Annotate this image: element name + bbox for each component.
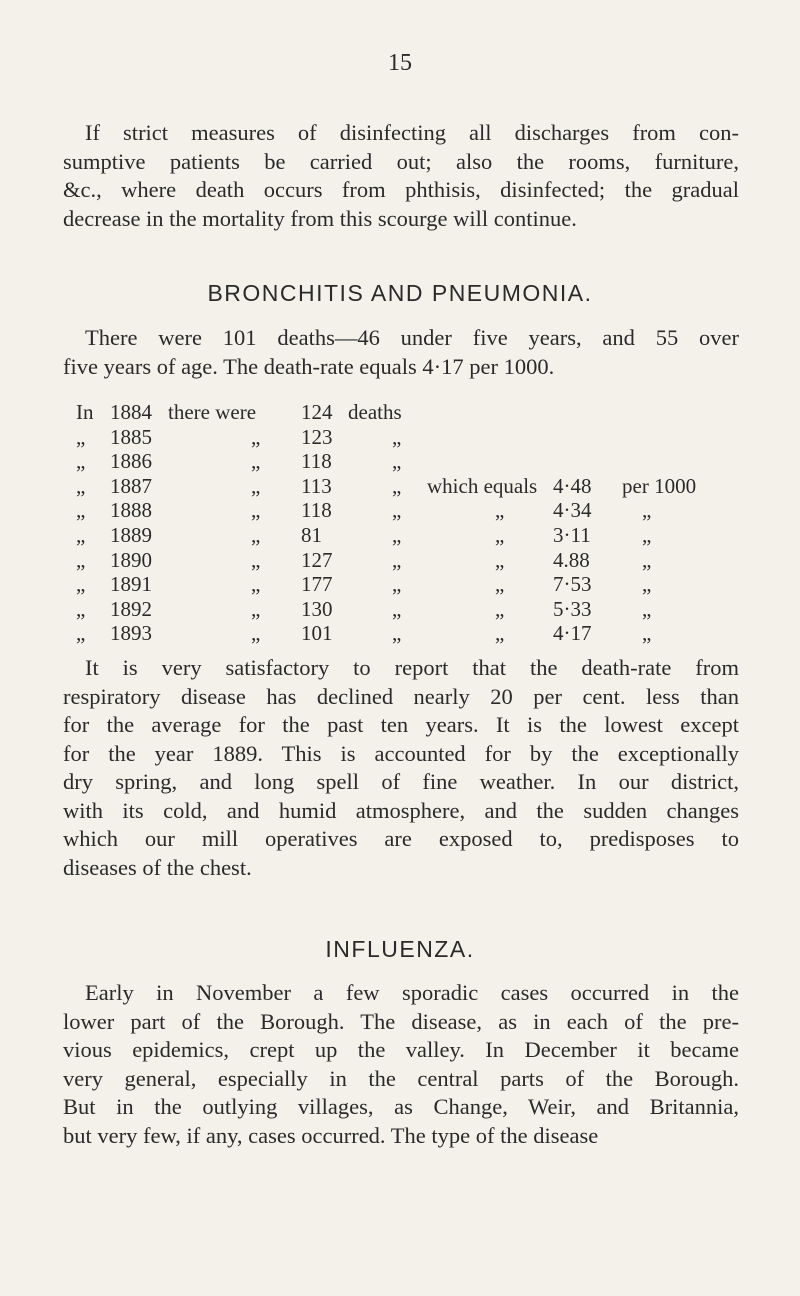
conclusion-line: for the average for the past ten years. It is the lowest except <box>63 712 739 737</box>
row-deaths: 130 <box>301 596 333 621</box>
row-deaths-label: deaths <box>348 400 402 424</box>
row-rate: 4·34 <box>553 498 592 523</box>
row-deaths: 81 <box>301 523 322 547</box>
conclusion-line: with its cold, and humid atmosphere, and the sudden changes <box>63 797 739 823</box>
conclusion-line: diseases of the chest. <box>63 854 252 880</box>
ditto-mark: „ <box>392 424 402 449</box>
influenza-paragraph <box>63 979 739 1150</box>
ditto-mark: „ <box>76 424 86 449</box>
table-row <box>76 621 736 645</box>
ditto-mark: „ <box>392 547 402 572</box>
row-deaths: 127 <box>301 547 333 572</box>
table-row <box>76 474 736 498</box>
ditto-mark: „ <box>76 596 86 621</box>
table-row <box>76 498 736 522</box>
ditto-mark: „ <box>392 449 402 474</box>
conclusion-line: which our mill operatives are exposed to, predisposes to <box>63 826 739 851</box>
row-per: „ <box>642 547 652 572</box>
row-year: 1889 <box>110 523 152 547</box>
row-which: „ <box>495 498 505 523</box>
table-row <box>76 523 736 547</box>
influenza-line: lower part of the Borough. The disease, as in each of the pre- <box>63 1008 739 1034</box>
intro-line: decrease in the mortality from this scourge will continue. <box>63 205 577 231</box>
row-per: „ <box>642 596 652 621</box>
ditto-mark: „ <box>76 449 86 474</box>
table-row <box>76 548 736 572</box>
influenza-line: very general, especially in the central parts of the Borough. <box>63 1065 739 1091</box>
row-deaths: 118 <box>301 449 332 474</box>
table-row <box>76 425 736 449</box>
row-deaths: 123 <box>301 424 333 449</box>
row-year: 1888 <box>110 498 152 523</box>
table-row <box>76 400 736 424</box>
row-which: which equals <box>427 473 538 498</box>
intro-line: sumptive patients be carried out; also the rooms, furniture, <box>63 148 739 174</box>
row-deaths: 177 <box>301 572 333 597</box>
row-deaths: 113 <box>301 473 332 498</box>
row-year: 1890 <box>110 547 152 572</box>
row-year: 1887 <box>110 473 152 498</box>
row-which: „ <box>495 621 505 646</box>
row-deaths: 101 <box>301 621 333 646</box>
row-rate: 4.88 <box>553 547 590 572</box>
row-year: 1892 <box>110 596 152 621</box>
conclusion-line: It is very satisfactory to report that the death-rate from <box>85 655 739 680</box>
row-year: 1886 <box>110 449 152 474</box>
row-per: „ <box>642 572 652 597</box>
row-which: „ <box>495 523 505 547</box>
page-number: 15 <box>388 50 412 76</box>
row-year: 1885 <box>110 424 152 449</box>
intro-line: &c., where death occurs from phthisis, disinfected; the gradual <box>63 177 739 202</box>
ditto-mark: „ <box>392 473 402 498</box>
row-rate: 3·11 <box>553 523 591 547</box>
row-per: „ <box>642 621 652 646</box>
ditto-mark: „ <box>392 498 402 523</box>
ditto-mark: „ <box>251 498 261 523</box>
influenza-line: vious epidemics, crept up the valley. In December it became <box>63 1037 739 1062</box>
row-which: „ <box>495 572 505 597</box>
bronchitis-summary <box>63 324 739 381</box>
row-per: per 1000 <box>622 473 697 498</box>
ditto-mark: „ <box>76 498 86 523</box>
row-deaths: 124 <box>301 400 333 424</box>
row-per: „ <box>642 523 652 547</box>
summary-line: five years of age. The death-rate equals 4·17 per 1000. <box>63 353 555 379</box>
ditto-mark: „ <box>76 473 86 498</box>
summary-line: There were 101 deaths—46 under five years, and 55 over <box>85 325 739 350</box>
influenza-line: Early in November a few sporadic cases occurred in the <box>85 980 739 1005</box>
conclusion-line: for the year 1889. This is accounted for by the exceptionally <box>63 740 739 766</box>
influenza-line: But in the outlying villages, as Change, Weir, and Britannia, <box>63 1094 739 1119</box>
ditto-mark: „ <box>392 596 402 621</box>
ditto-mark: „ <box>251 424 261 449</box>
conclusion-line: respiratory disease has declined nearly 20 per cent. less than <box>63 683 739 709</box>
row-year: 1893 <box>110 621 152 646</box>
row-which: „ <box>495 596 505 621</box>
ditto-mark: „ <box>251 473 261 498</box>
ditto-mark: „ <box>76 547 86 572</box>
ditto-mark: „ <box>76 621 86 646</box>
row-prefix: In <box>76 400 94 424</box>
intro-paragraph <box>63 119 739 233</box>
row-rate: 4·17 <box>553 621 592 646</box>
row-rate: 5·33 <box>553 596 592 621</box>
ditto-mark: „ <box>251 449 261 474</box>
ditto-mark: „ <box>392 572 402 597</box>
table-row <box>76 449 736 473</box>
row-year: 1884 <box>110 400 152 424</box>
bronchitis-conclusion <box>63 654 739 882</box>
table-row <box>76 572 736 596</box>
ditto-mark: „ <box>251 596 261 621</box>
ditto-mark: „ <box>251 572 261 597</box>
intro-line: If strict measures of disinfecting all discharges from con- <box>85 120 739 145</box>
ditto-mark: „ <box>251 523 261 547</box>
section-heading-bronchitis: BRONCHITIS AND PNEUMONIA. <box>207 280 593 306</box>
ditto-mark: „ <box>76 572 86 597</box>
conclusion-line: dry spring, and long spell of fine weather. In our district, <box>63 769 739 794</box>
row-which: „ <box>495 547 505 572</box>
ditto-mark: „ <box>251 621 261 646</box>
row-deaths: 118 <box>301 498 332 523</box>
ditto-mark: „ <box>392 523 402 547</box>
ditto-mark: „ <box>392 621 402 646</box>
row-there-were: there were <box>168 400 257 424</box>
table-row <box>76 597 736 621</box>
ditto-mark: „ <box>251 547 261 572</box>
influenza-line: but very few, if any, cases occurred. The type of the disease <box>63 1122 599 1148</box>
ditto-mark: „ <box>76 523 86 547</box>
row-per: „ <box>642 498 652 523</box>
row-rate: 4·48 <box>553 473 592 498</box>
row-year: 1891 <box>110 572 152 597</box>
section-heading-influenza: INFLUENZA. <box>325 936 475 962</box>
row-rate: 7·53 <box>553 572 592 597</box>
